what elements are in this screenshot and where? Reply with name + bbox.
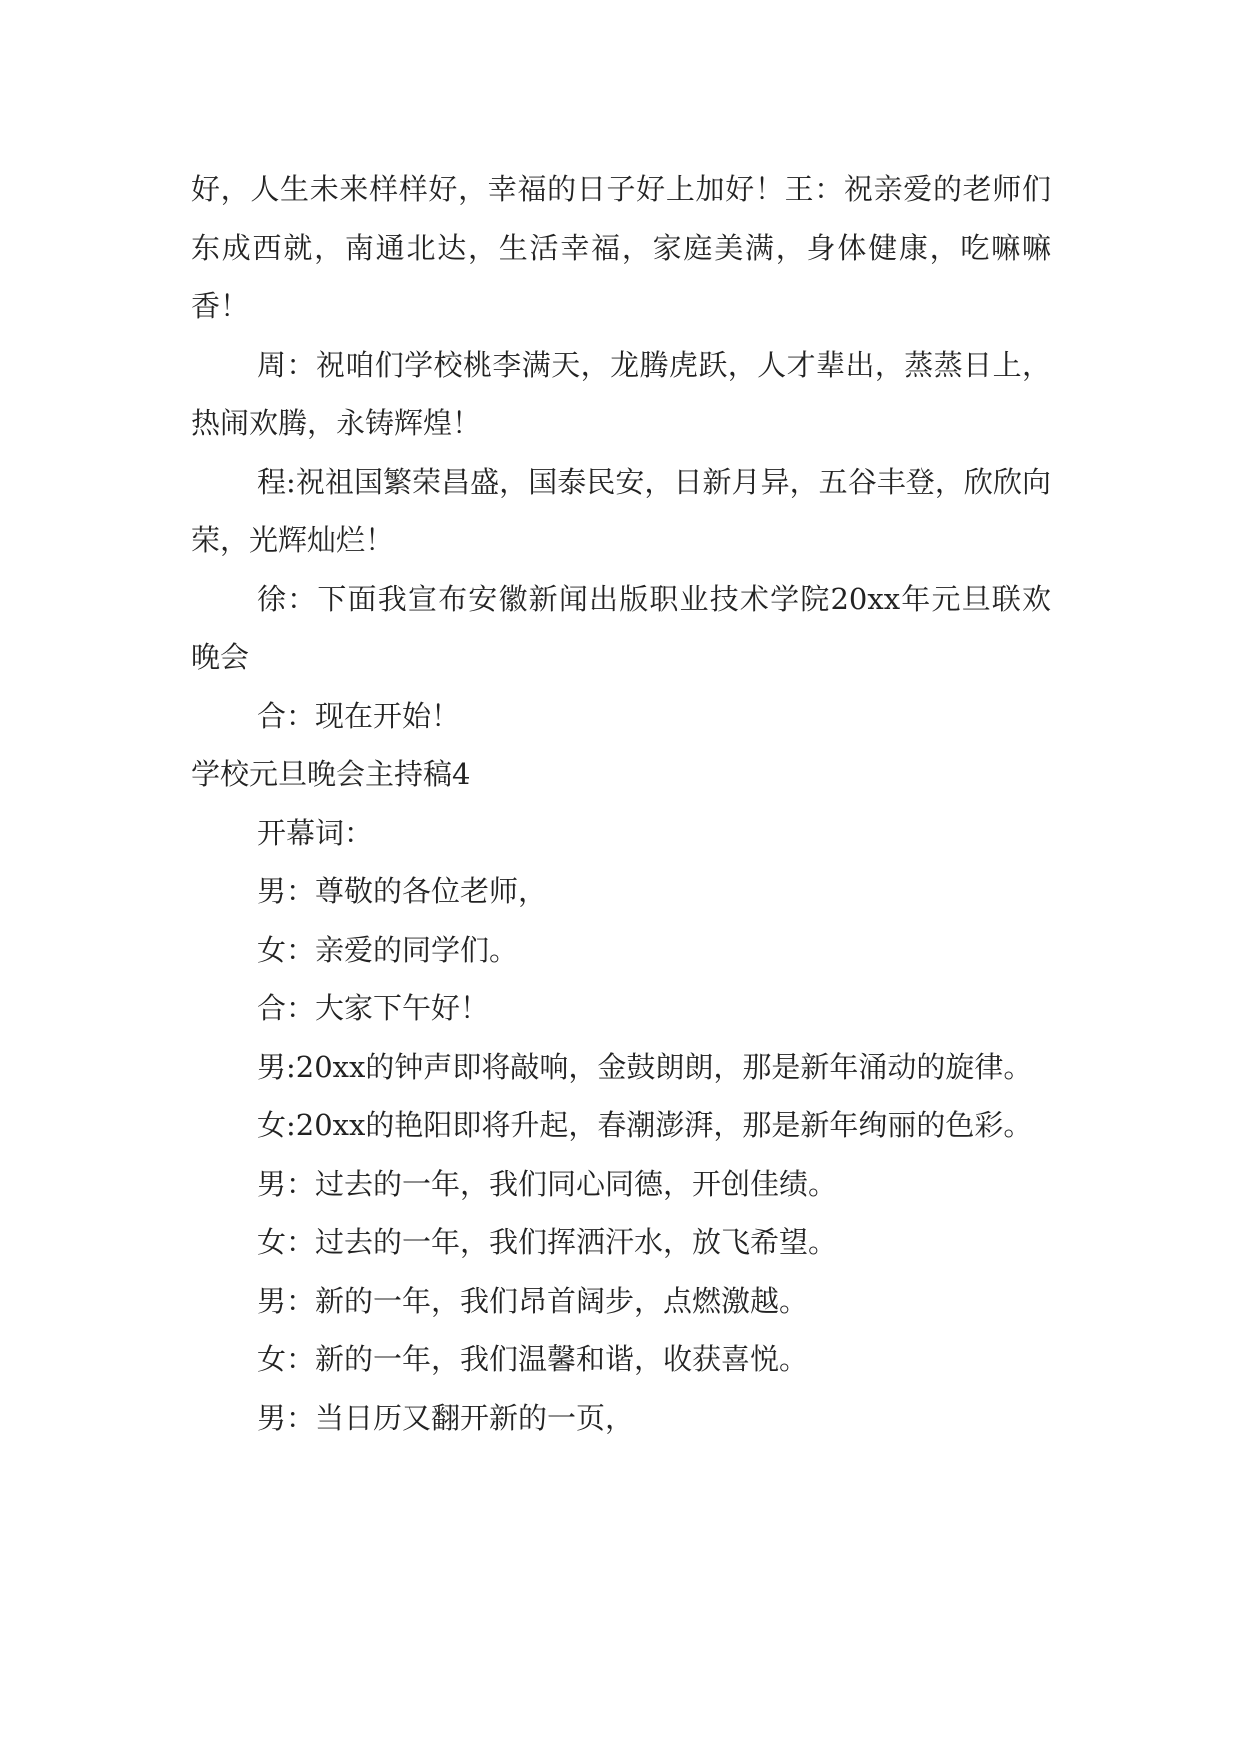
paragraph-7: 开幕词：: [257, 815, 374, 850]
paragraph-5: 合：现在开始！: [257, 698, 461, 733]
paragraph-1: 好，人生未来样样好，幸福的日子好上加好！王：祝亲爱的老师们东成西就，南通北达，生活幸福，家庭美满，身体健康，吃嘛嘛香！: [191, 172, 1051, 323]
paragraph-9: 女：亲爱的同学们。: [257, 932, 519, 967]
paragraph-8: 男：尊敬的各位老师，: [257, 874, 548, 908]
paragraph-10: 合：大家下午好！: [257, 991, 490, 1025]
section-heading: 学校元旦晚会主持稿4: [191, 757, 471, 791]
paragraph-15: 男：新的一年，我们昂首阔步，点燃激越。: [257, 1283, 809, 1318]
paragraph-12: 女:20xx的艳阳即将升起，春潮澎湃，那是新年绚丽的色彩。: [257, 1108, 1033, 1142]
paragraph-17: 男：当日历又翻开新的一页，: [257, 1400, 635, 1435]
paragraph-11: 男:20xx的钟声即将敲响，金鼓朗朗，那是新年涌动的旋律。: [257, 1049, 1033, 1084]
paragraph-14: 女：过去的一年，我们挥洒汗水，放飞希望。: [257, 1225, 838, 1259]
paragraph-13: 男：过去的一年，我们同心同德，开创佳绩。: [257, 1166, 838, 1201]
document-body: [191, 160, 1051, 1447]
paragraph-4: 徐：下面我宣布安徽新闻出版职业技术学院20xx年元旦联欢晚会: [191, 581, 1051, 674]
paragraph-3: 程:祝祖国繁荣昌盛，国泰民安，日新月异，五谷丰登，欣欣向荣，光辉灿烂！: [191, 464, 1051, 557]
paragraph-2: 周：祝咱们学校桃李满天，龙腾虎跃，人才辈出，蒸蒸日上，热闹欢腾，永铸辉煌！: [191, 347, 1051, 440]
paragraph-16: 女：新的一年，我们温馨和谐，收获喜悦。: [257, 1342, 809, 1376]
